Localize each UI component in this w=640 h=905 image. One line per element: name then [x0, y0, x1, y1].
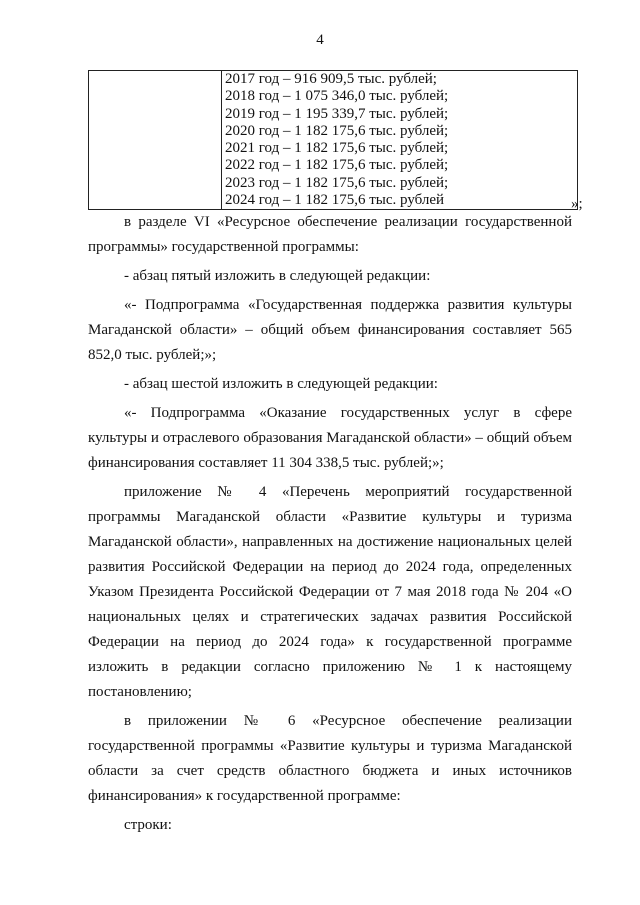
paragraph-subprogram-services: «- Подпрограмма «Оказание государственных услуг в сфере культуры и отраслевого образования Магаданской области» – общий объем финансирования составляет 11 304 338,5 тыс. рублей;»; [88, 405, 572, 471]
paragraph-item-six: - абзац шестой изложить в следующей редакции: [124, 376, 438, 392]
funding-table-label-cell [89, 71, 222, 210]
paragraph-subprogram-support: «- Подпрограмма «Государственная поддержка развития культуры Магаданской области» – общий объем финансирования составляет 565 852,0 тыс. рублей;»; [88, 297, 572, 363]
funding-year-row: 2023 год – 1 182 175,6 тыс. рублей; [225, 174, 449, 191]
funding-year-row: 2022 год – 1 182 175,6 тыс. рублей; [225, 157, 449, 174]
funding-table-years-cell [222, 71, 578, 210]
closing-quote: »; [571, 196, 583, 212]
funding-year-row: 2021 год – 1 182 175,6 тыс. рублей; [225, 140, 449, 157]
funding-year-row: 2018 год – 1 075 346,0 тыс. рублей; [225, 88, 449, 105]
funding-year-row: 2017 год – 916 909,5 тыс. рублей; [225, 71, 437, 87]
funding-year-row: 2024 год – 1 182 175,6 тыс. рублей [225, 192, 445, 209]
paragraph-section-vi: в разделе VI «Ресурсное обеспечение реализации государственной программы» государственной программы: [88, 214, 572, 255]
paragraph-rows: строки: [124, 817, 172, 833]
paragraph-appendix-4: приложение № 4 «Перечень мероприятий государственной программы Магаданской области «Развитие культуры и туризма Магаданской области», направленных на достижение национальных целей развития Российской Федерации на период до 2024 года, определенных Указом Президента Российской Федерации от 7 мая 2018 года № 204 «О национальных целях и стратегических задачах развития Российской Федерации на период до 2024 года» к государственной программе изложить в редакции согласно приложению № 1 к настоящему постановлению; [88, 484, 572, 700]
paragraph-item-five: - абзац пятый изложить в следующей редакции: [124, 268, 431, 284]
paragraph-appendix-6: в приложении № 6 «Ресурсное обеспечение реализации государственной программы «Развитие культуры и туризма Магаданской области за счет средств областного бюджета и иных источников финансирования» к государственной программе: [88, 713, 572, 804]
funding-table [88, 70, 578, 210]
page-number: 4 [316, 32, 324, 48]
funding-year-row: 2019 год – 1 195 339,7 тыс. рублей; [225, 105, 449, 122]
document-body [88, 210, 572, 842]
funding-year-row: 2020 год – 1 182 175,6 тыс. рублей; [225, 122, 449, 139]
